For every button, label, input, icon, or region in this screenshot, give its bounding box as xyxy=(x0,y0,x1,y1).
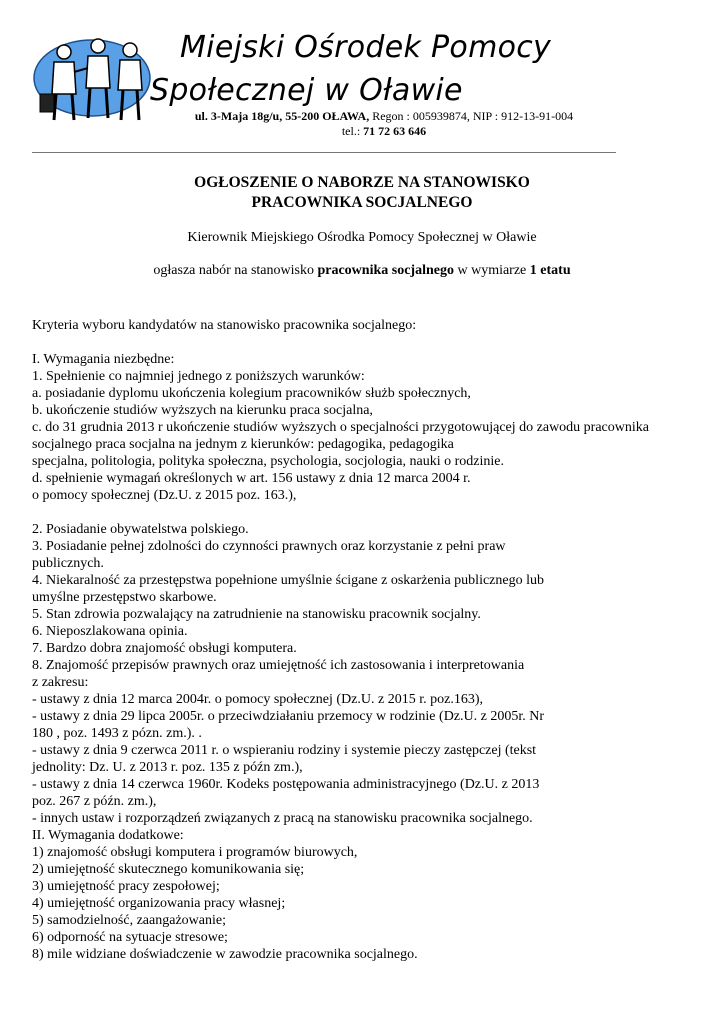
body-line: umyślne przestępstwo skarbowe. xyxy=(32,590,217,605)
announcement-title xyxy=(0,173,724,213)
body-line: 5) samodzielność, zaangażowanie; xyxy=(32,913,226,928)
body-line: - ustawy z dnia 29 lipca 2005r. o przeciwdziałaniu przemocy w rodzinie (Dz.U. z 2005r. Nr xyxy=(32,709,544,724)
section1-list xyxy=(32,351,692,504)
org-name-line2: Społecznej w Oławie xyxy=(150,73,463,108)
title-line2: PRACOWNIKA SOCJALNEGO xyxy=(251,194,473,211)
requirements-body xyxy=(32,317,692,963)
body-line: specjalna, politologia, polityka społeczna, psychologia, socjologia, nauki o rodzinie. xyxy=(32,454,504,469)
body-line: - ustawy z dnia 12 marca 2004r. o pomocy społecznej (Dz.U. z 2015 r. poz.163), xyxy=(32,692,483,707)
body-line: publicznych. xyxy=(32,556,104,571)
body-line: I. Wymagania niezbędne: xyxy=(32,352,175,367)
body-line: 1) znajomość obsługi komputera i programów biurowych, xyxy=(32,845,358,860)
body-line: 2) umiejętność skutecznego komunikowania się; xyxy=(32,862,305,877)
body-line: c. do 31 grudnia 2013 r ukończenie studiów wyższych o specjalności przygotowującej do zawodu pracownika xyxy=(32,420,649,435)
body-line: 180 , poz. 1493 z pózn. zm.). . xyxy=(32,726,202,741)
section2-list xyxy=(32,521,692,963)
body-line: 4. Niekaralność za przestępstwa popełnione umyślnie ścigane z oskarżenia publicznego lub xyxy=(32,573,544,588)
body-line: jednolity: Dz. U. z 2013 r. poz. 135 z późn zm.), xyxy=(32,760,303,775)
announce-pre: ogłasza nabór na stanowisko xyxy=(153,263,318,278)
title-line1: OGŁOSZENIE O NABORZE NA STANOWISKO xyxy=(194,174,530,191)
body-line: 3) umiejętność pracy zespołowej; xyxy=(32,879,220,894)
org-name-line1: Miejski Ośrodek Pomocy xyxy=(180,30,552,65)
body-line: 3. Posiadanie pełnej zdolności do czynności prawnych oraz korzystanie z pełni praw xyxy=(32,539,506,554)
people-logo-icon xyxy=(30,28,160,128)
body-line: poz. 267 z późn. zm.), xyxy=(32,794,157,809)
tel-value: 71 72 63 646 xyxy=(363,124,427,138)
announce-position: pracownika socjalnego xyxy=(317,263,454,278)
tel-label: tel.: xyxy=(341,124,364,138)
body-line: b. ukończenie studiów wyższych na kierunku praca socjalna, xyxy=(32,403,373,418)
body-line: o pomocy społecznej (Dz.U. z 2015 poz. 163.), xyxy=(32,488,297,503)
body-line: 6) odporność na sytuacje stresowe; xyxy=(32,930,228,945)
body-line: 1. Spełnienie co najmniej jednego z poniższych warunków: xyxy=(32,369,365,384)
body-line: a. posiadanie dyplomu ukończenia kolegium pracowników służb społecznych, xyxy=(32,386,471,401)
body-line: z zakresu: xyxy=(32,675,89,690)
body-line: 2. Posiadanie obywatelstwa polskiego. xyxy=(32,522,249,537)
organization-name xyxy=(150,26,551,112)
body-line: - ustawy z dnia 14 czerwca 1960r. Kodeks postępowania administracyjnego (Dz.U. z 2013 xyxy=(32,777,540,792)
body-line: 6. Nieposzlakowana opinia. xyxy=(32,624,188,639)
announce-fte: 1 etatu xyxy=(529,263,571,278)
director-line: Kierownik Miejskiego Ośrodka Pomocy Społecznej w Oławie xyxy=(187,230,537,245)
announce-line xyxy=(0,263,724,279)
address-ids: Regon : 005939874, NIP : 912-13-91-004 xyxy=(369,109,574,123)
body-line: 4) umiejętność organizowania pracy własnej; xyxy=(32,896,286,911)
body-line: 8. Znajomość przepisów prawnych oraz umiejętność ich zastosowania i interpretowania xyxy=(32,658,525,673)
body-line: 8) mile widziane doświadczenie w zawodzie pracownika socjalnego. xyxy=(32,947,418,962)
address-block xyxy=(164,109,604,139)
spacer xyxy=(32,504,692,521)
body-line: socjalnego praca socjalna na jednym z kierunków: pedagogika, pedagogika xyxy=(32,437,454,452)
body-line: 7. Bardzo dobra znajomość obsługi komputera. xyxy=(32,641,297,656)
body-line: 5. Stan zdrowia pozwalający na zatrudnienie na stanowisku pracownik socjalny. xyxy=(32,607,481,622)
spacer xyxy=(32,334,692,351)
body-line: d. spełnienie wymagań określonych w art. 156 ustawy z dnia 12 marca 2004 r. xyxy=(32,471,471,486)
criteria-heading: Kryteria wyboru kandydatów na stanowisko pracownika socjalnego: xyxy=(32,318,417,333)
body-line: - innych ustaw i rozporządzeń związanych z pracą na stanowisku pracownika socjalnego. xyxy=(32,811,533,826)
header-divider xyxy=(32,152,616,153)
body-line: - ustawy z dnia 9 czerwca 2011 r. o wspieraniu rodziny i systemie pieczy zastępczej (tekst xyxy=(32,743,537,758)
announce-mid: w wymiarze xyxy=(453,263,530,278)
address-street: ul. 3-Maja 18g/u, 55-200 OŁAWA, xyxy=(194,109,370,123)
body-line: II. Wymagania dodatkowe: xyxy=(32,828,184,843)
